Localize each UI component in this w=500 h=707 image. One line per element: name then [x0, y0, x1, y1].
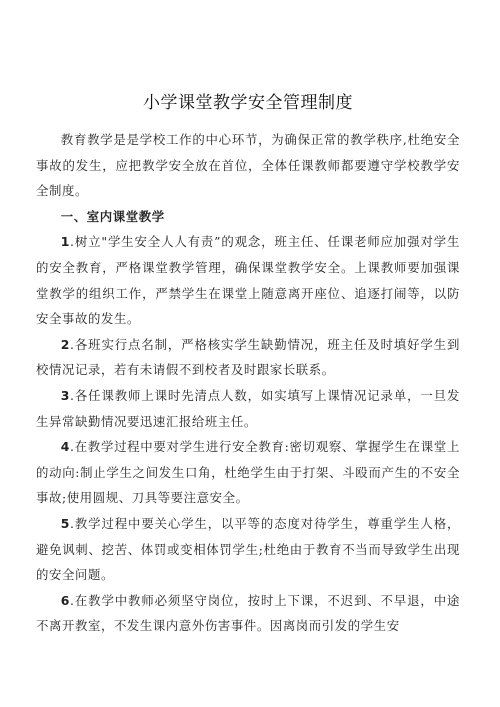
- section-heading-indoor-teaching: 一、室内课堂教学: [60, 208, 165, 224]
- intro-paragraph: 教育教学是是学校工作的中心环节，为确保正常的教学秩序,杜绝安全事故的发生，应把教学安全放在首位，全体任课教师都要遵守学校教学安全制度。: [36, 132, 460, 199]
- rule-item: [36, 229, 460, 331]
- rule-text: .树立"学生安全人人有责”的观念，班主任、任课老师应加强对学生的安全教育，严格课堂教学管理，确保课堂教学安全。上课教师要加强课堂教学的组织工作，严禁学生在课堂上随意离开座位、追逐打闹等，以防安全事故的发生。: [36, 234, 460, 327]
- rule-item: [36, 588, 460, 639]
- rule-text: .各任课教师上课时先清点人数，如实填写上课情况记录单，一旦发生异常缺勤情况要迅速汇报给班主任。: [36, 387, 460, 429]
- rule-number: 4: [60, 439, 71, 455]
- rule-number: 1: [60, 234, 71, 250]
- rule-item: [36, 383, 460, 434]
- rule-number: 2: [60, 336, 71, 352]
- rule-number: 3: [60, 387, 71, 403]
- rule-text: .各班实行点名制，严格核实学生缺勤情况，班主任及时填好学生到校情况记录，若有未请假不到校者及时跟家长联系。: [36, 336, 460, 378]
- document-title: 小学课堂教学安全管理制度: [143, 93, 353, 113]
- rule-text: .教学过程中要关心学生，以平等的态度对待学生，尊重学生人格，避免讽刺、挖苦、体罚或变相体罚学生;杜绝由于教育不当而导致学生出现的安全问题。: [36, 515, 460, 583]
- rule-item: [36, 511, 460, 588]
- rule-item: [36, 332, 460, 383]
- rule-text: .在教学中教师必须坚守岗位，按时上下课，不迟到、不早退，中途不离开教室，不发生课内意外伤害事件。因离岗而引发的学生安: [36, 592, 460, 634]
- rule-number: 5: [60, 515, 71, 531]
- rule-item: [36, 434, 460, 511]
- rule-number: 6: [60, 592, 71, 608]
- rule-text: .在教学过程中要对学生进行安全教育:密切观察、掌握学生在课堂上的动向:制止学生之间发生口角，杜绝学生由于打架、斗殴而产生的不安全事故;使用圆规、刀具等要注意安全。: [36, 439, 460, 506]
